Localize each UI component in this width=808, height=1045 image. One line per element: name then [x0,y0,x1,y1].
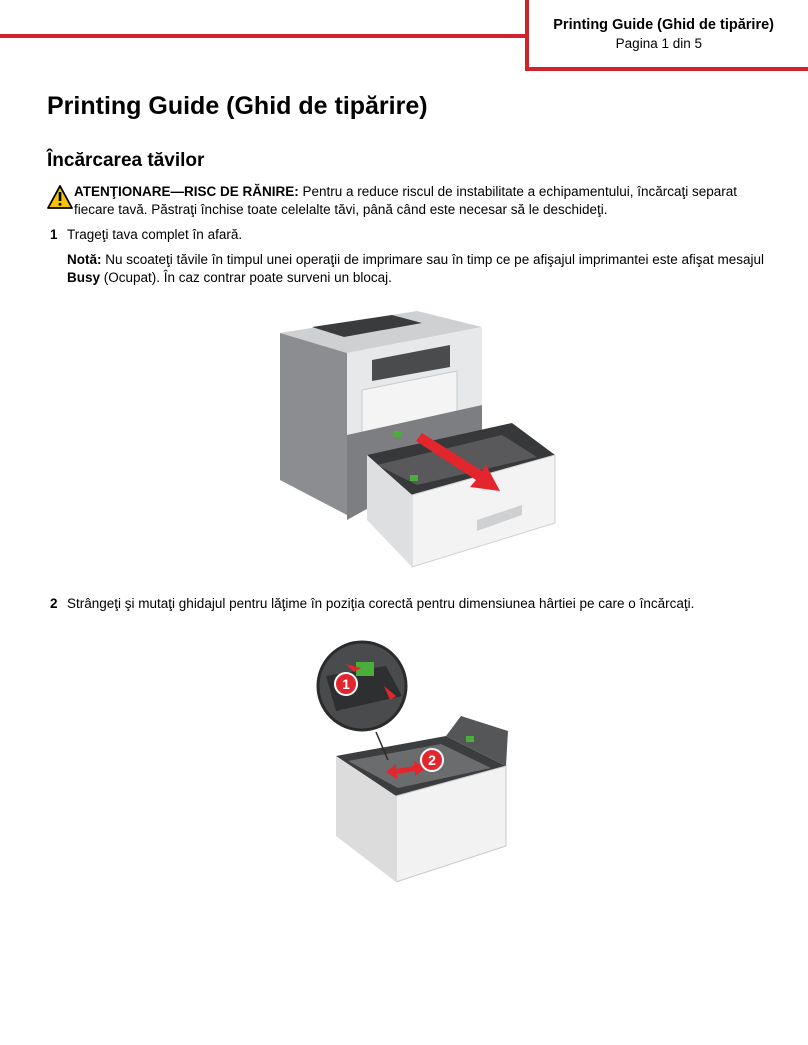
step-1-note [67,251,767,287]
header-title: Printing Guide (Ghid de tipărire) [553,17,774,33]
document-title: Printing Guide (Ghid de tipărire) [47,92,428,120]
caution-body: Pentru a reduce riscul de instabilitate a echipamentului, încărcaţi separat fiecare tavă. Păstraţi închise toate celelalte tăvi, până când este necesar să le deschideţi. [74,184,738,217]
step-2-text: Strângeţi şi mutaţi ghidajul pentru lăţime în poziţia corectă pentru dimensiunea hârtiei pe care o încărcaţi. [67,596,695,611]
step-2-number: 2 [50,596,58,611]
header-rule [0,34,527,38]
caution-label: ATENŢIONARE—RISC DE RĂNIRE: [74,184,299,199]
caution-text [74,183,774,219]
section-title: Încărcarea tăvilor [47,150,205,171]
step-2 [50,595,694,613]
page-number: Pagina 1 din 5 [615,36,702,51]
callout-1: 1 [342,676,350,692]
warning-triangle-icon [47,185,73,209]
step-1-text: Trageţi tava complet în afară. [67,227,243,242]
width-guide-illustration [316,636,516,882]
note-text: Nu scoateţi tăvile în timpul unei operaţii de imprimare sau în timp ce pe afişajul imprimantei este afişat mesajul [101,252,765,267]
step-1-number: 1 [50,227,58,242]
note-text-end: (Ocupat). În caz contrar poate surveni un blocaj. [100,270,392,285]
printer-tray-illustration [272,305,562,585]
callout-2: 2 [428,752,436,768]
note-label: Notă: [67,252,102,267]
note-bold: Busy [67,270,101,285]
step-1 [50,226,242,244]
